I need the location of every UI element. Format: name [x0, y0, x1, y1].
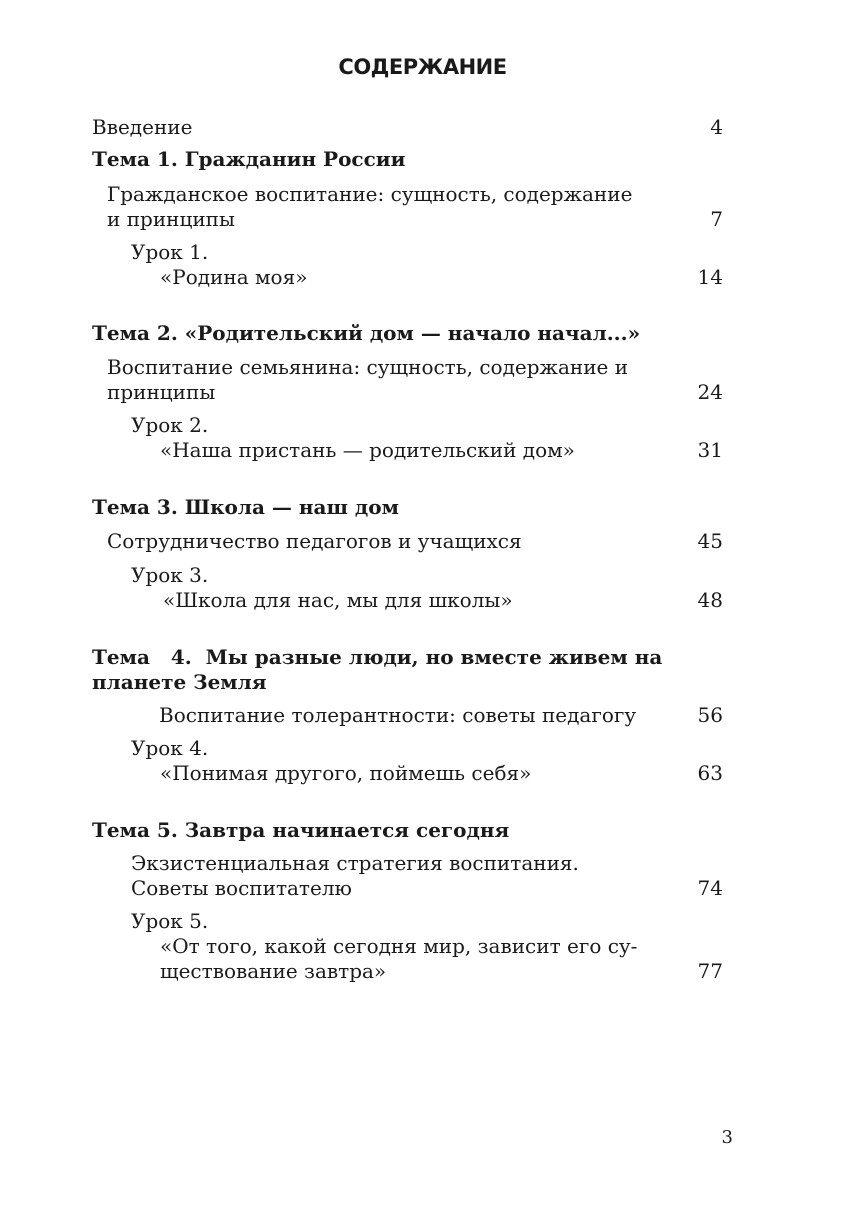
section-page-number: 56 — [697, 703, 723, 727]
section-title-line: Воспитание семьянина: сущность, содержание и — [107, 355, 629, 379]
lesson-title-line: «Школа для нас, мы для школы» — [163, 588, 513, 612]
lesson-page-number: 31 — [697, 438, 723, 462]
section-title-line: Советы воспитателю — [131, 876, 352, 900]
lesson-title-line: «Родина моя» — [160, 265, 308, 289]
section-page-number: 24 — [697, 380, 723, 404]
toc-intro-label: Введение — [92, 115, 193, 139]
page-number: 3 — [721, 1127, 733, 1148]
page-title: СОДЕРЖАНИЕ — [338, 55, 507, 79]
section-title-line: Сотрудничество педагогов и учащихся — [107, 529, 522, 553]
topic-heading: Тема 3. Школа — наш дом — [92, 495, 399, 519]
section-title-line: принципы — [107, 380, 216, 404]
lesson-label: Урок 1. — [131, 240, 209, 264]
topic-heading: Тема 4. Мы разные люди, но вместе живем на — [92, 645, 663, 669]
lesson-label: Урок 5. — [131, 909, 209, 933]
section-title-line: Экзистенциальная стратегия воспитания. — [131, 851, 579, 875]
lesson-page-number: 48 — [697, 588, 723, 612]
section-page-number: 74 — [697, 876, 723, 900]
topic-heading: Тема 1. Гражданин России — [92, 147, 406, 171]
topic-heading: планете Земля — [92, 670, 267, 694]
toc-intro-page: 4 — [710, 115, 723, 139]
section-title-line: Воспитание толерантности: советы педагогу — [159, 703, 637, 727]
lesson-label: Урок 4. — [131, 736, 209, 760]
topic-heading: Тема 2. «Родительский дом — начало начал...» — [92, 321, 641, 345]
section-title-line: Гражданское воспитание: сущность, содержание — [107, 182, 633, 206]
lesson-page-number: 63 — [697, 761, 723, 785]
lesson-title-line: «Наша пристань — родительский дом» — [160, 438, 575, 462]
topic-heading: Тема 5. Завтра начинается сегодня — [92, 818, 510, 842]
section-page-number: 7 — [710, 207, 723, 231]
lesson-label: Урок 2. — [131, 413, 209, 437]
lesson-title-line: «Понимая другого, поймешь себя» — [160, 761, 532, 785]
lesson-label: Урок 3. — [131, 563, 209, 587]
section-title-line: и принципы — [107, 207, 235, 231]
lesson-title-line: «От того, какой сегодня мир, зависит его су- — [160, 934, 638, 958]
lesson-title-line: ществование завтра» — [160, 959, 387, 983]
lesson-page-number: 14 — [697, 265, 723, 289]
section-page-number: 45 — [697, 529, 723, 553]
lesson-page-number: 77 — [697, 959, 723, 983]
